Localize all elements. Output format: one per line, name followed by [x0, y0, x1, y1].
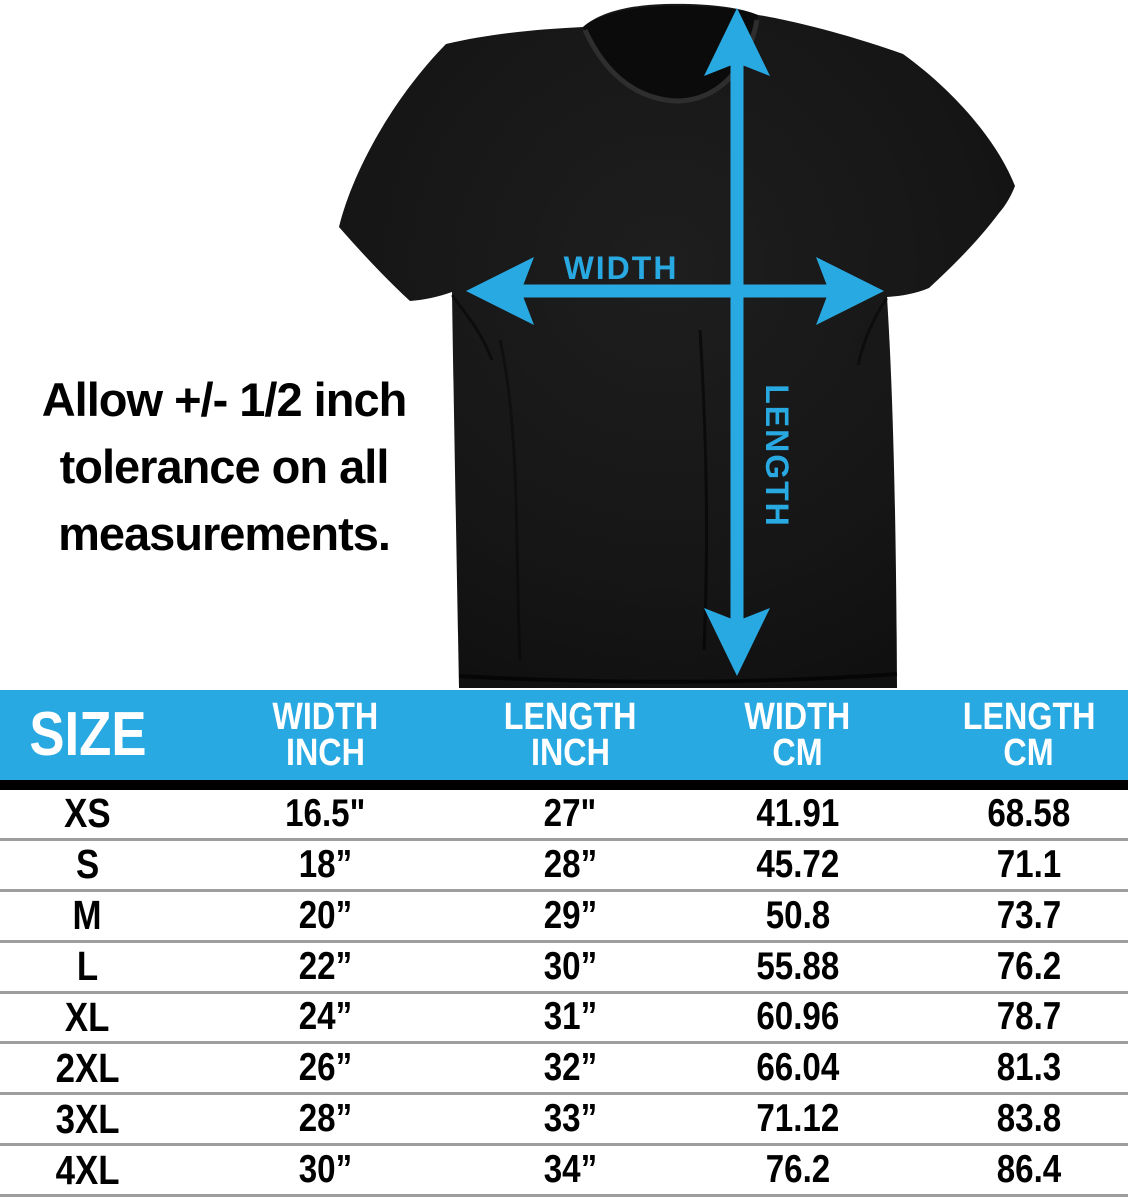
- cell-width-cm: 60.96: [756, 995, 839, 1039]
- tolerance-note-line: tolerance on all: [59, 440, 389, 493]
- cell-length-inch: 33”: [543, 1097, 597, 1141]
- length-arrow-label: LENGTH: [759, 384, 795, 528]
- header-length-cm: LENGTH CM: [962, 696, 1096, 774]
- cell-size: XL: [65, 993, 110, 1040]
- header-length-inch: LENGTH INCH: [503, 696, 637, 774]
- header-size: SIZE: [28, 700, 147, 769]
- cell-length-inch: 32”: [543, 1046, 597, 1090]
- cell-length-cm: 86.4: [996, 1148, 1062, 1192]
- cell-length-inch: 31”: [543, 995, 597, 1039]
- cell-width-inch: 24”: [298, 995, 352, 1039]
- header-width-inch: WIDTH INCH: [272, 696, 378, 774]
- cell-length-inch: 28”: [543, 842, 597, 886]
- cell-length-inch: 27": [543, 791, 597, 835]
- cell-width-inch: 20”: [298, 893, 352, 937]
- size-table-body: [0, 790, 1128, 1197]
- cell-length-cm: 76.2: [996, 944, 1062, 988]
- cell-length-cm: 71.1: [996, 842, 1062, 886]
- cell-size: 3XL: [55, 1095, 120, 1142]
- table-row-3xl: [0, 1092, 1128, 1143]
- cell-size: L: [76, 943, 99, 990]
- cell-width-cm: 45.72: [756, 842, 839, 886]
- cell-length-cm: 81.3: [996, 1046, 1062, 1090]
- tolerance-note-line: Allow +/- 1/2 inch: [41, 373, 407, 426]
- cell-width-inch: 30”: [298, 1148, 352, 1192]
- cell-width-cm: 55.88: [756, 944, 839, 988]
- cell-width-cm: 66.04: [756, 1046, 839, 1090]
- cell-length-cm: 83.8: [996, 1097, 1062, 1141]
- table-row-l: [0, 940, 1128, 991]
- cell-width-inch: 28”: [298, 1097, 352, 1141]
- cell-length-inch: 30”: [543, 944, 597, 988]
- cell-size: S: [75, 841, 100, 888]
- tolerance-note: [0, 366, 448, 567]
- cell-width-inch: 16.5": [284, 791, 366, 835]
- cell-width-cm: 76.2: [765, 1148, 830, 1192]
- size-table: [0, 690, 1128, 1197]
- table-row-xs: [0, 790, 1128, 838]
- cell-size: 2XL: [55, 1044, 120, 1091]
- cell-length-cm: 68.58: [987, 791, 1071, 835]
- cell-length-cm: 73.7: [996, 893, 1062, 937]
- table-row-m: [0, 889, 1128, 940]
- cell-size: M: [72, 892, 103, 939]
- cell-size: XS: [64, 790, 111, 837]
- cell-width-cm: 50.8: [765, 893, 830, 937]
- width-arrow-label: WIDTH: [563, 250, 679, 286]
- cell-length-inch: 29”: [543, 893, 597, 937]
- cell-width-inch: 18”: [298, 842, 352, 886]
- table-row-xl: [0, 991, 1128, 1042]
- table-row-s: [0, 838, 1128, 889]
- cell-width-cm: 41.91: [756, 791, 839, 835]
- cell-size: 4XL: [55, 1146, 120, 1193]
- size-table-header: [0, 690, 1128, 780]
- header-width-cm: WIDTH CM: [744, 696, 851, 774]
- cell-width-inch: 22”: [298, 944, 352, 988]
- header-divider-bar: [0, 780, 1128, 790]
- table-row-2xl: [0, 1041, 1128, 1092]
- cell-width-cm: 71.12: [756, 1097, 839, 1141]
- cell-length-cm: 78.7: [996, 995, 1062, 1039]
- cell-length-inch: 34”: [543, 1148, 597, 1192]
- tshirt-silhouette: [339, 4, 1015, 688]
- tolerance-note-line: measurements.: [58, 507, 390, 560]
- table-row-4xl: [0, 1143, 1128, 1194]
- cell-width-inch: 26”: [298, 1046, 352, 1090]
